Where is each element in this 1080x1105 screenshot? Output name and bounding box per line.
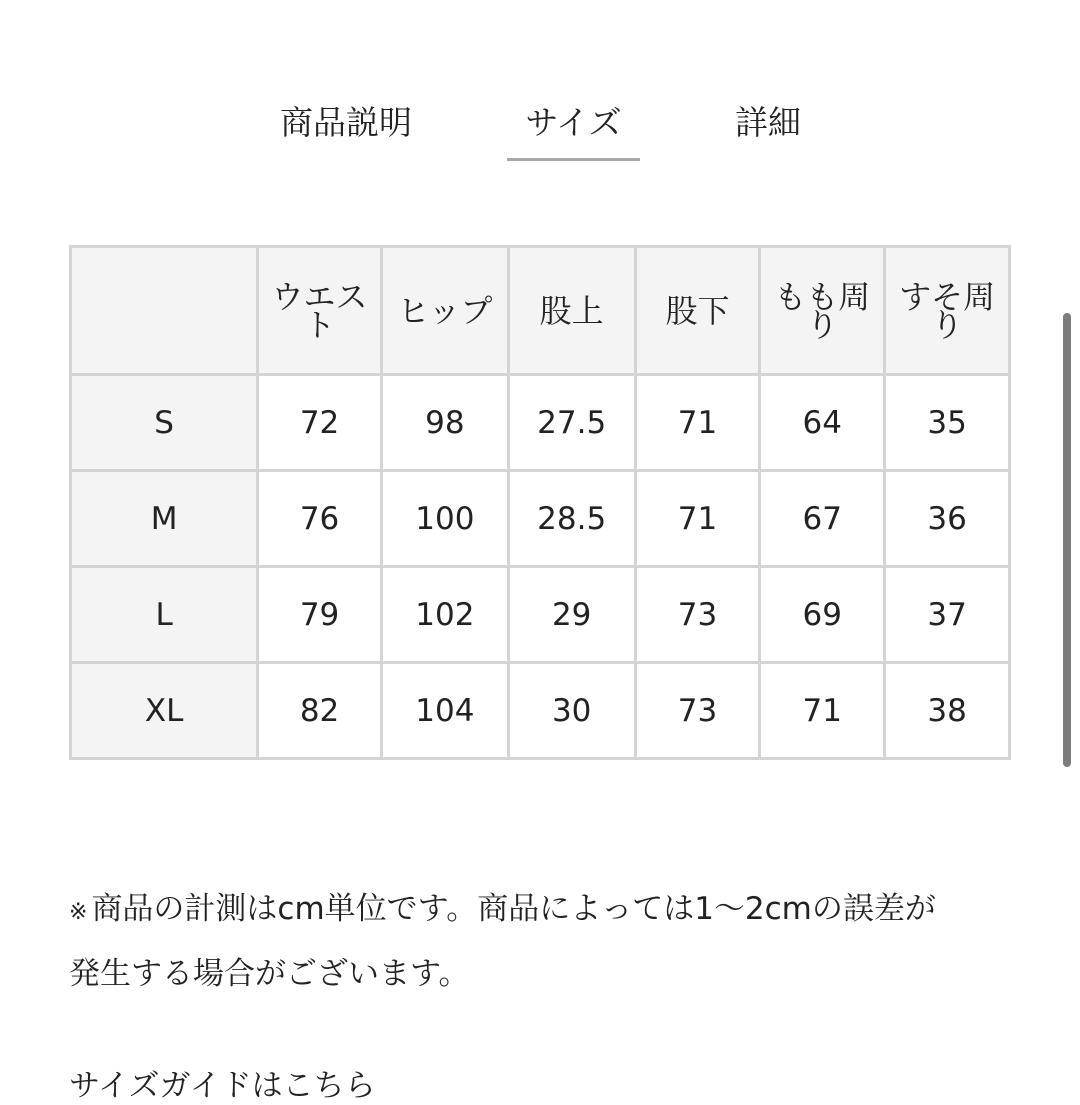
cell-thigh: 64 — [760, 375, 885, 471]
cell-thigh: 67 — [760, 471, 885, 567]
cell-hip: 98 — [381, 375, 508, 471]
active-tab-indicator — [507, 158, 640, 161]
row-size-label: XL — [71, 663, 258, 759]
table-row — [71, 663, 1010, 759]
header-rise-label: 股上 — [539, 291, 604, 330]
header-thigh-label: もも周り — [774, 277, 871, 344]
cell-hem: 35 — [885, 375, 1010, 471]
cell-rise: 28.5 — [508, 471, 635, 567]
header-inseam-label: 股下 — [665, 291, 730, 330]
cell-hip: 102 — [381, 567, 508, 663]
cell-thigh: 69 — [760, 567, 885, 663]
table-header-row — [71, 247, 1010, 375]
cell-rise: 27.5 — [508, 375, 635, 471]
cell-hip: 104 — [381, 663, 508, 759]
cell-inseam: 73 — [635, 567, 760, 663]
note-text-1: 商品の計測はcm単位です。商品によっては1〜2cmの誤差が — [91, 891, 936, 927]
cell-rise: 30 — [508, 663, 635, 759]
size-guide-link[interactable]: サイズガイドはこちら — [69, 1068, 376, 1104]
row-size-label: L — [71, 567, 258, 663]
header-corner-cell — [71, 247, 258, 375]
cell-rise: 29 — [508, 567, 635, 663]
header-inseam — [635, 247, 760, 375]
table-row — [71, 567, 1010, 663]
row-size-label: M — [71, 471, 258, 567]
header-hem — [885, 247, 1010, 375]
cell-waist: 82 — [258, 663, 382, 759]
measurement-note-line-2: 発生する場合がございます。 — [69, 956, 470, 992]
cell-waist: 79 — [258, 567, 382, 663]
table-row — [71, 471, 1010, 567]
header-thigh — [760, 247, 885, 375]
size-table — [69, 245, 1011, 760]
table-scrollbar[interactable] — [1063, 313, 1071, 767]
table-row — [71, 375, 1010, 471]
cell-inseam: 71 — [635, 375, 760, 471]
header-waist — [258, 247, 382, 375]
cell-hem: 38 — [885, 663, 1010, 759]
cell-inseam: 73 — [635, 663, 760, 759]
cell-hem: 36 — [885, 471, 1010, 567]
cell-waist: 72 — [258, 375, 382, 471]
header-hem-label: すそ周り — [899, 277, 996, 344]
row-size-label: S — [71, 375, 258, 471]
header-hip-label: ヒップ — [397, 291, 493, 330]
tab-size[interactable]: サイズ — [525, 103, 622, 142]
header-rise — [508, 247, 635, 375]
header-waist-label: ウエスト — [271, 277, 368, 344]
measurement-note-line-1 — [69, 883, 1029, 928]
note-mark: ※ — [69, 900, 88, 925]
tab-product-description[interactable]: 商品説明 — [280, 103, 412, 142]
cell-waist: 76 — [258, 471, 382, 567]
header-hip — [381, 247, 508, 375]
cell-inseam: 71 — [635, 471, 760, 567]
cell-hip: 100 — [381, 471, 508, 567]
tab-details[interactable]: 詳細 — [735, 103, 801, 142]
cell-hem: 37 — [885, 567, 1010, 663]
cell-thigh: 71 — [760, 663, 885, 759]
